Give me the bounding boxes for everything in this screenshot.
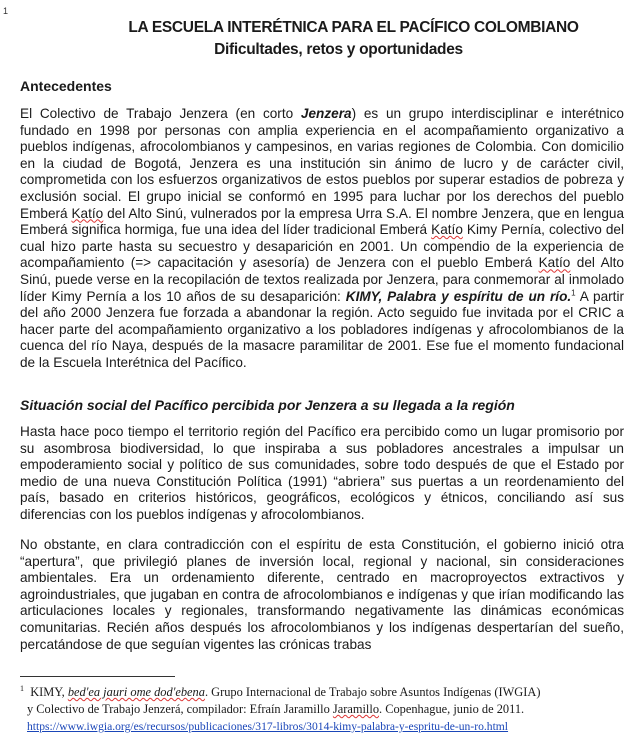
spellcheck-word: Katío bbox=[538, 255, 571, 271]
spellcheck-word: Katío bbox=[431, 222, 463, 238]
paragraph-antecedentes bbox=[20, 106, 624, 372]
document-title: LA ESCUELA INTERÉTNICA PARA EL PACÍFICO COLOMBIANO bbox=[128, 19, 579, 36]
section-heading-situacion: Situación social del Pacífico percibida por Jenzera a su llegada a la región bbox=[20, 397, 515, 413]
text-run: del Alto Sinú, vulnerados por la empresa Urra S.A. El nombre Jenzera, que en lengua Emberá significa hormiga, fue una idea del líder tradicional Emberá bbox=[20, 205, 624, 238]
footnote-separator bbox=[20, 676, 175, 677]
paragraph-situacion-2: No obstante, en clara contradicción con el espíritu de esta Constitución, el gobierno inició otra “apertura”, que privilegió planes de inversión local, regional y nacional, sin consideraciones ambientales. Era un ordenamiento diferente, centrado en macroproyectos extractivos y agroindustriales, que jugaban en contra de afrocolombianos e indígenas y que irían modificando las articulaciones locales y regionales, transformando negativamente las dinámicas económicas comunitarias. Recién años después los afrocolombianos y los indígenas despertarían del sueño, percatándose de que seguían vigentes las crónicas trabas bbox=[20, 537, 624, 652]
footnote-link[interactable]: https://www.iwgia.org/es/recursos/publicaciones/317-libros/3014-kimy-palabra-y-espritu-de-un-ro.html bbox=[27, 720, 509, 733]
text-run: KIMY, bbox=[30, 685, 68, 699]
jenzera-emphasis: Jenzera bbox=[300, 106, 352, 121]
text-run: y Colectivo de Trabajo Jenzerá, compilador: Efraín Jaramillo bbox=[27, 702, 333, 716]
text-run: ) es un grupo interdisciplinar e interétnico fundado en 1998 por personas con amplia experiencia en el acompañamiento organizativo a pueblos indígenas, afrocolombianos y campesinos, en varias regiones de Colombia. Con domicilio en la ciudad de Bogotá, Jenzera es una institución sin ánimo de lucro y de carácter civil, comprometida con los esfuerzos organizativos de estos pueblos por superar estadios de pobreza y exclusión social. El grupo inicial se conformó en 1995 para luchar por los derechos del pueblo Emberá bbox=[20, 106, 624, 221]
corner-mark: 1 bbox=[3, 6, 9, 16]
text-run: A partir del año 2000 Jenzera fue forzada a abandonar la región. Acto seguido fue invitada por el CRIC a hacer parte del acompañamiento organizativo a los pobladores indígenas y afrocolombianos de la cuenca del río Naya, después de la masacre paramilitar de 2001. Ese fue el momento fundacional de la Escuela Interétnica del Pacífico. bbox=[20, 288, 624, 370]
text-run: Kimy Pernía, colectivo del cual hizo parte hasta su secuestro y desaparición en 2001. Un compendio de la experiencia de acompañamiento (=> capacitación y asesoría) de Jenzera con el pueblo Emberá bbox=[20, 222, 624, 271]
book-title: KIMY, Palabra y espíritu de un río. bbox=[345, 288, 572, 304]
footnote-number: 1 bbox=[20, 683, 24, 693]
paragraph-situacion-1: Hasta hace poco tiempo el territorio región del Pacífico era percibido como un lugar promisorio por su asombrosa biodiversidad, lo que inspiraba a sus pobladores ancestrales a impulsar un empoderamiento social y político de sus comunidades, sobre todo después de que el Estado por medio de una nueva Constitución Política (1991) “abriera” sus puertas a un reordenamiento del país, basado en criterios históricos, geográficos, ecológicos y étnicos, conciliando así sus diferencias con los pueblos indígenas y afrocolombianos. bbox=[20, 424, 624, 522]
text-run: . Grupo Internacional de Trabajo sobre Asuntos Indígenas (IWGIA) bbox=[204, 685, 541, 699]
footnote bbox=[20, 684, 626, 735]
spellcheck-word: Katío bbox=[71, 205, 104, 221]
text-run: del Alto Sinú, puede verse en la recopilación de textos realizada por Jenzera, para conmemorar al inmolado líder Kimy Pernía a los 10 años de su desaparición: bbox=[20, 255, 624, 304]
spellcheck-word: bed'ea jauri ome dod'ebena bbox=[67, 685, 205, 699]
text-run: El Colectivo de Trabajo Jenzera (en corto bbox=[20, 106, 301, 121]
section-heading-antecedentes: Antecedentes bbox=[20, 78, 112, 94]
footnote-ref[interactable]: 1 bbox=[571, 288, 576, 297]
document-subtitle: Dificultades, retos y oportunidades bbox=[214, 41, 463, 58]
text-run: . Copenhague, junio de 2011. bbox=[379, 702, 525, 716]
spellcheck-word: Jaramillo bbox=[332, 702, 380, 716]
